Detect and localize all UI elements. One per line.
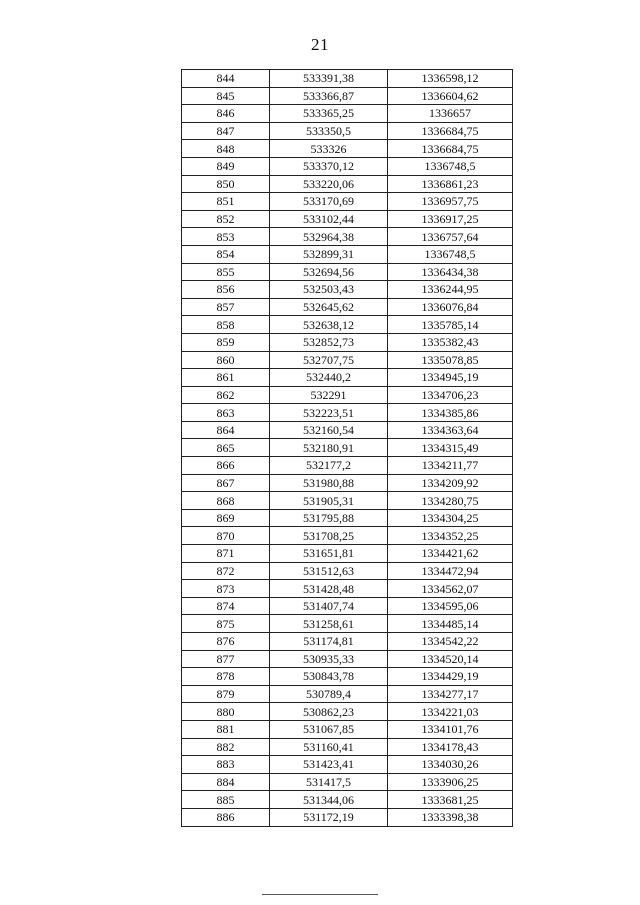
table-row bbox=[182, 650, 513, 668]
x-coordinate-cell: 532440,2 bbox=[270, 369, 388, 387]
y-coordinate-cell: 1336657 bbox=[388, 105, 513, 123]
x-coordinate-cell: 532180,91 bbox=[270, 439, 388, 457]
x-coordinate-cell: 533326 bbox=[270, 140, 388, 158]
point-number-cell: 873 bbox=[182, 580, 270, 598]
table-row bbox=[182, 633, 513, 651]
x-coordinate-cell: 531172,19 bbox=[270, 808, 388, 826]
x-coordinate-cell: 532899,31 bbox=[270, 245, 388, 263]
point-number-cell: 867 bbox=[182, 474, 270, 492]
table-row bbox=[182, 404, 513, 422]
table-row bbox=[182, 439, 513, 457]
table-row bbox=[182, 316, 513, 334]
y-coordinate-cell: 1336684,75 bbox=[388, 122, 513, 140]
table-row bbox=[182, 157, 513, 175]
table-row bbox=[182, 140, 513, 158]
table-row bbox=[182, 756, 513, 774]
table-row bbox=[182, 474, 513, 492]
point-number-cell: 872 bbox=[182, 562, 270, 580]
point-number-cell: 870 bbox=[182, 527, 270, 545]
table-row bbox=[182, 615, 513, 633]
coordinates-table-body bbox=[182, 70, 513, 827]
point-number-cell: 886 bbox=[182, 808, 270, 826]
point-number-cell: 858 bbox=[182, 316, 270, 334]
y-coordinate-cell: 1334221,03 bbox=[388, 703, 513, 721]
y-coordinate-cell: 1336604,62 bbox=[388, 87, 513, 105]
x-coordinate-cell: 531651,81 bbox=[270, 545, 388, 563]
table-row bbox=[182, 808, 513, 826]
x-coordinate-cell: 531512,63 bbox=[270, 562, 388, 580]
point-number-cell: 863 bbox=[182, 404, 270, 422]
y-coordinate-cell: 1336748,5 bbox=[388, 157, 513, 175]
x-coordinate-cell: 533370,12 bbox=[270, 157, 388, 175]
y-coordinate-cell: 1334542,22 bbox=[388, 633, 513, 651]
x-coordinate-cell: 533365,25 bbox=[270, 105, 388, 123]
x-coordinate-cell: 531423,41 bbox=[270, 756, 388, 774]
point-number-cell: 885 bbox=[182, 791, 270, 809]
point-number-cell: 875 bbox=[182, 615, 270, 633]
y-coordinate-cell: 1334352,25 bbox=[388, 527, 513, 545]
page-number: 21 bbox=[311, 35, 329, 54]
table-row bbox=[182, 122, 513, 140]
point-number-cell: 862 bbox=[182, 386, 270, 404]
y-coordinate-cell: 1334304,25 bbox=[388, 509, 513, 527]
x-coordinate-cell: 532638,12 bbox=[270, 316, 388, 334]
y-coordinate-cell: 1333681,25 bbox=[388, 791, 513, 809]
x-coordinate-cell: 530862,23 bbox=[270, 703, 388, 721]
table-row bbox=[182, 228, 513, 246]
x-coordinate-cell: 532503,43 bbox=[270, 281, 388, 299]
x-coordinate-cell: 532964,38 bbox=[270, 228, 388, 246]
point-number-cell: 882 bbox=[182, 738, 270, 756]
table-row bbox=[182, 545, 513, 563]
y-coordinate-cell: 1334421,62 bbox=[388, 545, 513, 563]
table-row bbox=[182, 738, 513, 756]
x-coordinate-cell: 532707,75 bbox=[270, 351, 388, 369]
y-coordinate-cell: 1334562,07 bbox=[388, 580, 513, 598]
point-number-cell: 850 bbox=[182, 175, 270, 193]
x-coordinate-cell: 532177,2 bbox=[270, 457, 388, 475]
y-coordinate-cell: 1334101,76 bbox=[388, 720, 513, 738]
x-coordinate-cell: 531795,88 bbox=[270, 509, 388, 527]
y-coordinate-cell: 1334280,75 bbox=[388, 492, 513, 510]
y-coordinate-cell: 1334277,17 bbox=[388, 685, 513, 703]
point-number-cell: 851 bbox=[182, 193, 270, 211]
point-number-cell: 866 bbox=[182, 457, 270, 475]
x-coordinate-cell: 533350,5 bbox=[270, 122, 388, 140]
y-coordinate-cell: 1334178,43 bbox=[388, 738, 513, 756]
point-number-cell: 853 bbox=[182, 228, 270, 246]
table-row bbox=[182, 193, 513, 211]
table-row bbox=[182, 369, 513, 387]
y-coordinate-cell: 1334472,94 bbox=[388, 562, 513, 580]
table-row bbox=[182, 492, 513, 510]
x-coordinate-cell: 531407,74 bbox=[270, 597, 388, 615]
point-number-cell: 880 bbox=[182, 703, 270, 721]
table-row bbox=[182, 281, 513, 299]
y-coordinate-cell: 1336244,95 bbox=[388, 281, 513, 299]
point-number-cell: 849 bbox=[182, 157, 270, 175]
y-coordinate-cell: 1334429,19 bbox=[388, 668, 513, 686]
table-row bbox=[182, 509, 513, 527]
table-row bbox=[182, 685, 513, 703]
y-coordinate-cell: 1336076,84 bbox=[388, 298, 513, 316]
point-number-cell: 860 bbox=[182, 351, 270, 369]
x-coordinate-cell: 533220,06 bbox=[270, 175, 388, 193]
table-row bbox=[182, 70, 513, 88]
x-coordinate-cell: 533102,44 bbox=[270, 210, 388, 228]
point-number-cell: 847 bbox=[182, 122, 270, 140]
point-number-cell: 848 bbox=[182, 140, 270, 158]
y-coordinate-cell: 1333398,38 bbox=[388, 808, 513, 826]
x-coordinate-cell: 532645,62 bbox=[270, 298, 388, 316]
point-number-cell: 879 bbox=[182, 685, 270, 703]
table-row bbox=[182, 333, 513, 351]
x-coordinate-cell: 530843,78 bbox=[270, 668, 388, 686]
table-row bbox=[182, 773, 513, 791]
point-number-cell: 861 bbox=[182, 369, 270, 387]
table-row bbox=[182, 87, 513, 105]
table-row bbox=[182, 580, 513, 598]
point-number-cell: 878 bbox=[182, 668, 270, 686]
y-coordinate-cell: 1334030,26 bbox=[388, 756, 513, 774]
y-coordinate-cell: 1334520,14 bbox=[388, 650, 513, 668]
point-number-cell: 852 bbox=[182, 210, 270, 228]
y-coordinate-cell: 1335382,43 bbox=[388, 333, 513, 351]
table-row bbox=[182, 562, 513, 580]
y-coordinate-cell: 1336748,5 bbox=[388, 245, 513, 263]
point-number-cell: 859 bbox=[182, 333, 270, 351]
x-coordinate-cell: 532160,54 bbox=[270, 421, 388, 439]
point-number-cell: 854 bbox=[182, 245, 270, 263]
table-row bbox=[182, 668, 513, 686]
table-row bbox=[182, 457, 513, 475]
point-number-cell: 871 bbox=[182, 545, 270, 563]
y-coordinate-cell: 1336957,75 bbox=[388, 193, 513, 211]
x-coordinate-cell: 531344,06 bbox=[270, 791, 388, 809]
table-row bbox=[182, 245, 513, 263]
point-number-cell: 876 bbox=[182, 633, 270, 651]
table-row bbox=[182, 527, 513, 545]
point-number-cell: 864 bbox=[182, 421, 270, 439]
x-coordinate-cell: 532223,51 bbox=[270, 404, 388, 422]
y-coordinate-cell: 1336434,38 bbox=[388, 263, 513, 281]
x-coordinate-cell: 531160,41 bbox=[270, 738, 388, 756]
table-row bbox=[182, 298, 513, 316]
y-coordinate-cell: 1334706,23 bbox=[388, 386, 513, 404]
point-number-cell: 865 bbox=[182, 439, 270, 457]
y-coordinate-cell: 1336684,75 bbox=[388, 140, 513, 158]
x-coordinate-cell: 531708,25 bbox=[270, 527, 388, 545]
point-number-cell: 874 bbox=[182, 597, 270, 615]
y-coordinate-cell: 1336861,23 bbox=[388, 175, 513, 193]
table-row bbox=[182, 720, 513, 738]
point-number-cell: 883 bbox=[182, 756, 270, 774]
table-row bbox=[182, 791, 513, 809]
x-coordinate-cell: 532291 bbox=[270, 386, 388, 404]
y-coordinate-cell: 1334209,92 bbox=[388, 474, 513, 492]
y-coordinate-cell: 1334315,49 bbox=[388, 439, 513, 457]
x-coordinate-cell: 531258,61 bbox=[270, 615, 388, 633]
y-coordinate-cell: 1336757,64 bbox=[388, 228, 513, 246]
point-number-cell: 846 bbox=[182, 105, 270, 123]
table-row bbox=[182, 175, 513, 193]
point-number-cell: 869 bbox=[182, 509, 270, 527]
table-row bbox=[182, 351, 513, 369]
x-coordinate-cell: 532852,73 bbox=[270, 333, 388, 351]
y-coordinate-cell: 1336917,25 bbox=[388, 210, 513, 228]
x-coordinate-cell: 530935,33 bbox=[270, 650, 388, 668]
point-number-cell: 884 bbox=[182, 773, 270, 791]
y-coordinate-cell: 1335078,85 bbox=[388, 351, 513, 369]
point-number-cell: 877 bbox=[182, 650, 270, 668]
table-row bbox=[182, 597, 513, 615]
y-coordinate-cell: 1334945,19 bbox=[388, 369, 513, 387]
y-coordinate-cell: 1334385,86 bbox=[388, 404, 513, 422]
table-row bbox=[182, 263, 513, 281]
y-coordinate-cell: 1334363,64 bbox=[388, 421, 513, 439]
table-row bbox=[182, 421, 513, 439]
point-number-cell: 868 bbox=[182, 492, 270, 510]
x-coordinate-cell: 530789,4 bbox=[270, 685, 388, 703]
y-coordinate-cell: 1334211,77 bbox=[388, 457, 513, 475]
point-number-cell: 844 bbox=[182, 70, 270, 88]
y-coordinate-cell: 1335785,14 bbox=[388, 316, 513, 334]
point-number-cell: 857 bbox=[182, 298, 270, 316]
y-coordinate-cell: 1334595,06 bbox=[388, 597, 513, 615]
x-coordinate-cell: 531067,85 bbox=[270, 720, 388, 738]
x-coordinate-cell: 531980,88 bbox=[270, 474, 388, 492]
x-coordinate-cell: 531428,48 bbox=[270, 580, 388, 598]
bottom-rule bbox=[262, 894, 378, 895]
table-row bbox=[182, 386, 513, 404]
x-coordinate-cell: 533391,38 bbox=[270, 70, 388, 88]
x-coordinate-cell: 533366,87 bbox=[270, 87, 388, 105]
point-number-cell: 845 bbox=[182, 87, 270, 105]
x-coordinate-cell: 532694,56 bbox=[270, 263, 388, 281]
point-number-cell: 855 bbox=[182, 263, 270, 281]
y-coordinate-cell: 1333906,25 bbox=[388, 773, 513, 791]
point-number-cell: 881 bbox=[182, 720, 270, 738]
x-coordinate-cell: 531174,81 bbox=[270, 633, 388, 651]
y-coordinate-cell: 1336598,12 bbox=[388, 70, 513, 88]
table-row bbox=[182, 703, 513, 721]
x-coordinate-cell: 533170,69 bbox=[270, 193, 388, 211]
coordinates-table bbox=[181, 69, 513, 827]
x-coordinate-cell: 531417,5 bbox=[270, 773, 388, 791]
table-row bbox=[182, 210, 513, 228]
point-number-cell: 856 bbox=[182, 281, 270, 299]
x-coordinate-cell: 531905,31 bbox=[270, 492, 388, 510]
table-row bbox=[182, 105, 513, 123]
y-coordinate-cell: 1334485,14 bbox=[388, 615, 513, 633]
